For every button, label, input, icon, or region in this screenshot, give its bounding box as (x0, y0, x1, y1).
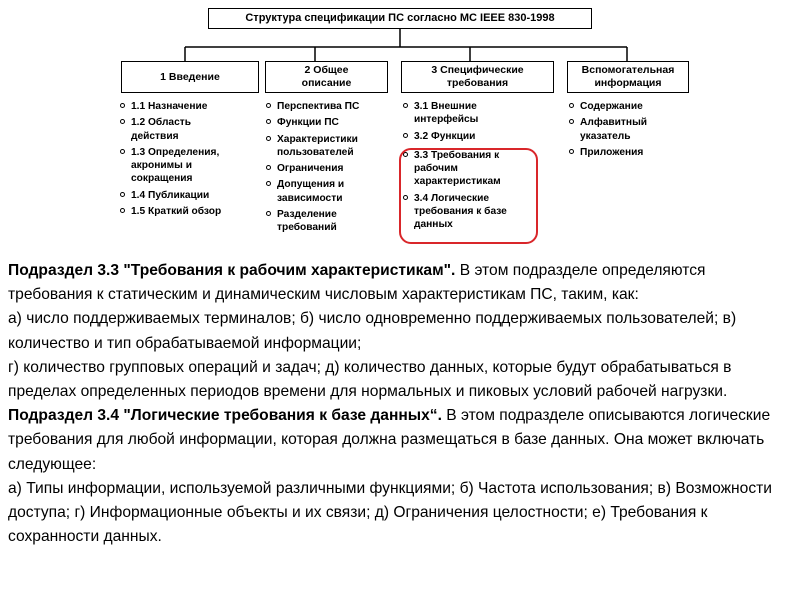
bullet-icon (266, 119, 271, 124)
bullet-icon (120, 149, 125, 154)
bullet-icon (120, 192, 125, 197)
bullet-icon (569, 119, 574, 124)
list-item: Содержание (569, 100, 689, 113)
list-item: 1.2 Область действия (120, 116, 260, 143)
description-text (8, 259, 792, 549)
paragraph-3-4-line-2: а) Типы информации, используемой различными функциями; б) Частота использования; в) Возможности доступа; г) Информационные объекты и их связи; д) Ограничения целостности; е) Требования к сохранности данных. (8, 479, 772, 546)
list-item: Алфавитный указатель (569, 116, 689, 143)
bullet-icon (569, 103, 574, 108)
column-4-header: Вспомогательная информация (567, 61, 689, 93)
paragraph-3-4-heading: Подраздел 3.4 "Логические требования к базе данных“. (8, 407, 442, 425)
paragraph-3-3-intro: В этом подразделе определяются требования к статическим и динамическим числовым характеристикам ПС, таким, как: (8, 262, 706, 304)
list-item: Ограничения (266, 162, 391, 175)
list-item: 1.3 Определения, акронимы и сокращения (120, 146, 260, 186)
list-item: Приложения (569, 146, 689, 159)
list-item: 3.1 Внешние интерфейсы (403, 100, 533, 127)
list-item: Функции ПС (266, 116, 391, 129)
column-1-list (120, 100, 260, 221)
column-4-list (569, 100, 689, 162)
list-item: 1.1 Назначение (120, 100, 260, 113)
bullet-icon (120, 208, 125, 213)
list-item: 3.4 Логические требования к базе данных (403, 192, 533, 232)
list-item: 1.4 Публикации (120, 189, 260, 202)
spec-structure-diagram (0, 0, 800, 250)
list-item: Характеристики пользователей (266, 133, 391, 160)
paragraph-3-4-intro: В этом подразделе описываются логические требования для любой информации, которая должна размещаться в базе данных. Она может включать следующее: (8, 407, 771, 473)
bullet-icon (120, 103, 125, 108)
paragraph-3-3-line-3: г) количество групповых операций и задач; д) количество данных, которые будут обрабатываться в пределах определенных периодов времени для нормальных и пиковых условий рабочей нагрузки. (8, 358, 732, 401)
paragraph-3-3-line-2: а) число поддерживаемых терминалов; б) число одновременно поддерживаемых пользователей; в) количество и тип обрабатываемой информации; (8, 310, 737, 352)
bullet-icon (266, 165, 271, 170)
highlight-outline (399, 148, 538, 244)
column-2-header: 2 Общее описание (265, 61, 388, 93)
bullet-icon (403, 103, 408, 108)
bullet-icon (403, 133, 408, 138)
column-1-header: 1 Введение (121, 61, 259, 93)
bullet-icon (266, 136, 271, 141)
list-item: Допущения и зависимости (266, 178, 391, 205)
list-item: 1.5 Краткий обзор (120, 205, 260, 218)
bullet-icon (266, 211, 271, 216)
list-item: Разделение требований (266, 208, 391, 235)
column-3-header: 3 Специфические требования (401, 61, 554, 93)
bullet-icon (569, 149, 574, 154)
bullet-icon (120, 119, 125, 124)
list-item: Перспектива ПС (266, 100, 391, 113)
column-2-list (266, 100, 391, 237)
diagram-root-box: Структура спецификации ПС согласно МС IEEE 830-1998 (208, 8, 592, 29)
paragraph-3-4 (8, 404, 792, 477)
list-item: 3.3 Требования к рабочим характеристикам (403, 149, 533, 189)
bullet-icon (266, 103, 271, 108)
paragraph-3-3 (8, 259, 792, 307)
list-item: 3.2 Функции (403, 130, 533, 143)
bullet-icon (266, 181, 271, 186)
paragraph-3-3-heading: Подраздел 3.3 "Требования к рабочим характеристикам". (8, 262, 456, 279)
